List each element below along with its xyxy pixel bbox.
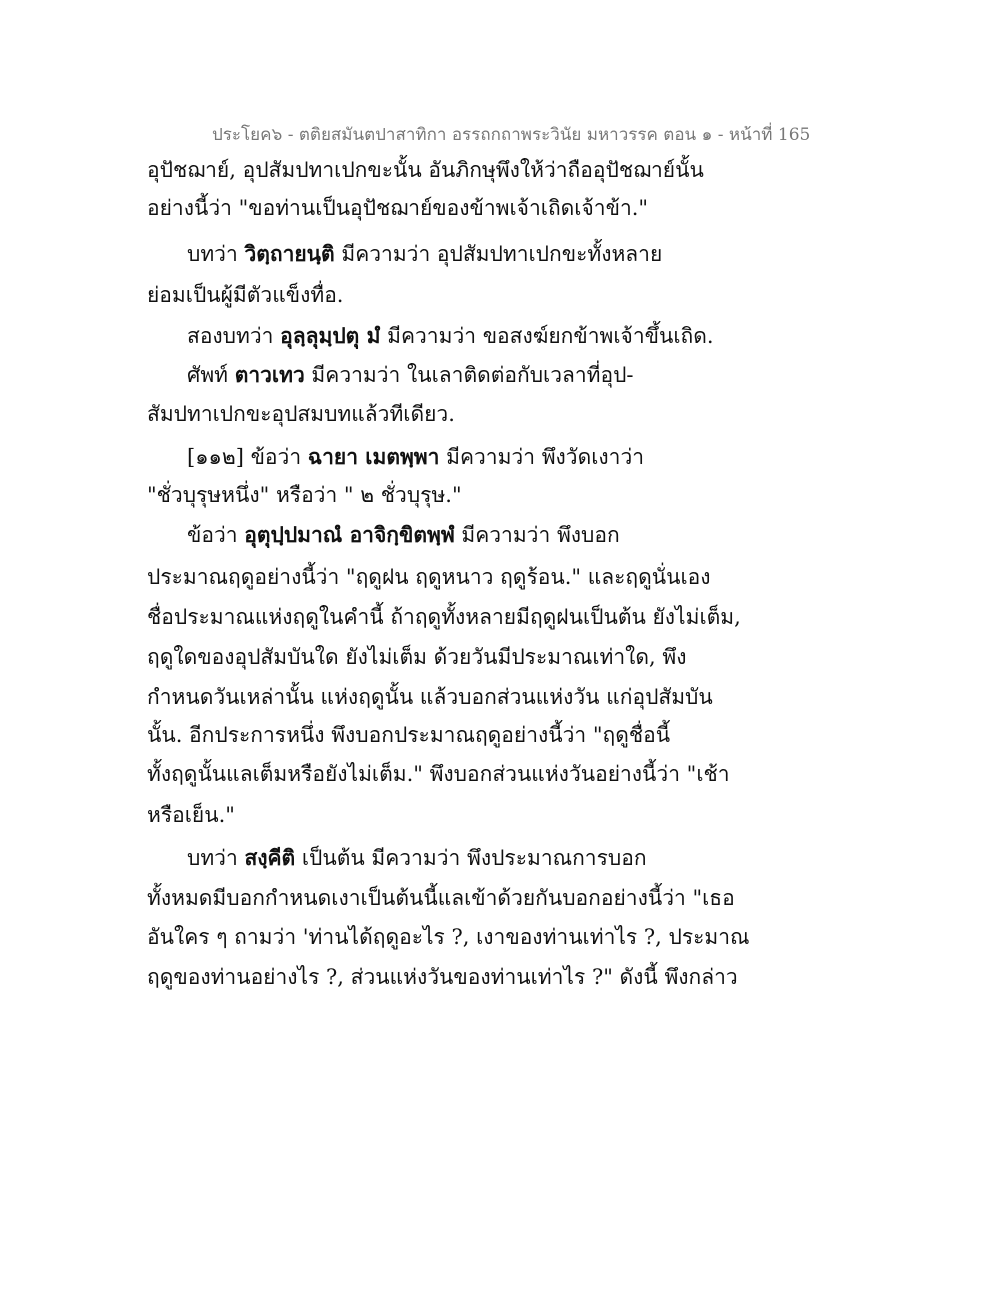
text-line — [147, 803, 235, 828]
page-header: ประโยค๖ - ตติยสมันตปาสาทิกา อรรถกถาพระวินัย มหาวรรค ตอน ๑ - หน้าที่ 165 — [212, 125, 811, 145]
text-segment: [๑๑๒] ข้อว่า — [187, 445, 308, 469]
text-line — [187, 444, 644, 470]
text-line — [147, 762, 730, 787]
text-line — [187, 362, 634, 388]
text-segment: บทว่า — [187, 846, 245, 870]
text-line — [147, 483, 462, 508]
text-line — [147, 965, 738, 990]
text-segment: สัมปทาเปกขะอุปสมบทแล้วทีเดียว. — [147, 402, 455, 426]
text-line — [147, 402, 455, 427]
text-line — [147, 196, 648, 221]
text-segment: ฤดูของท่านอย่างไร ?, ส่วนแห่งวันของท่านเท่าไร ?" ดังนี้ พึงกล่าว — [147, 965, 738, 989]
text-segment: สองบทว่า — [187, 324, 281, 348]
text-segment: บทว่า — [187, 242, 245, 266]
text-segment: นั้น. อีกประการหนึ่ง พึงบอกประมาณฤดูอย่างนี้ว่า "ฤดูชื่อนี้ — [147, 723, 671, 747]
text-segment: "ชั่วบุรุษหนึ่ง" หรือว่า " ๒ ชั่วบุรุษ." — [147, 483, 462, 507]
text-segment: กำหนดวันเหล่านั้น แห่งฤดูนั้น แล้วบอกส่วนแห่งวัน แก่อุปสัมบัน — [147, 685, 713, 709]
bold-term: อุลฺลุมฺปตุ มํ — [280, 323, 381, 348]
text-line — [187, 522, 620, 548]
text-segment: หรือเย็น." — [147, 803, 235, 827]
bold-term: อุตุปฺปมาณํ อาจิกฺขิตพฺพํ — [244, 522, 455, 547]
text-segment: ฤดูใดของอุปสัมบันใด ยังไม่เต็ม ด้วยวันมีประมาณเท่าใด, พึง — [147, 645, 687, 669]
text-segment: มีความว่า ขอสงฆ์ยกข้าพเจ้าขึ้นเถิด. — [380, 324, 714, 348]
text-line — [147, 283, 343, 308]
text-line — [147, 925, 750, 950]
text-segment: เป็นต้น มีความว่า พึงประมาณการบอก — [295, 846, 647, 870]
text-segment: ประมาณฤดูอย่างนี้ว่า "ฤดูฝน ฤดูหนาว ฤดูร้อน." และฤดูนั่นเอง — [147, 565, 711, 589]
text-line — [147, 158, 704, 183]
bold-term: วิตฺถายนฺติ — [244, 241, 335, 266]
text-line — [187, 241, 662, 267]
bold-term: สงฺคีติ — [244, 845, 296, 870]
text-segment: ข้อว่า — [187, 523, 245, 547]
text-segment: มีความว่า อุปสัมปทาเปกขะทั้งหลาย — [334, 242, 663, 266]
bold-term: ตาวเทว — [234, 362, 305, 387]
text-segment: ชื่อประมาณแห่งฤดูในคำนี้ ถ้าฤดูทั้งหลายมีฤดูฝนเป็นต้น ยังไม่เต็ม, — [147, 605, 741, 629]
text-line — [147, 685, 713, 710]
text-segment: อุปัชฌาย์, อุปสัมปทาเปกขะนั้น อันภิกษุพึงให้ว่าถืออุปัชฌาย์นั้น — [147, 158, 704, 182]
text-line — [147, 723, 670, 748]
text-line — [147, 565, 711, 590]
text-segment: อย่างนี้ว่า "ขอท่านเป็นอุปัชฌาย์ของข้าพเจ้าเถิดเจ้าข้า." — [147, 196, 649, 220]
text-segment: อันใคร ๆ ถามว่า 'ท่านได้ฤดูอะไร ?, เงาของท่านเท่าไร ?, ประมาณ — [147, 925, 750, 949]
bold-term: ฉายา เมตพฺพา — [307, 444, 440, 469]
text-segment: ย่อมเป็นผู้มีตัวแข็งทื่อ. — [147, 283, 344, 307]
text-line — [187, 323, 714, 349]
text-segment: ทั้งหมดมีบอกกำหนดเงาเป็นต้นนี้แลเข้าด้วยกันบอกอย่างนี้ว่า "เธอ — [147, 886, 735, 910]
text-segment: ศัพท์ — [187, 363, 235, 387]
text-segment: มีความว่า พึงวัดเงาว่า — [439, 445, 645, 469]
text-segment: ทั้งฤดูนั้นแลเต็มหรือยังไม่เต็ม." พึงบอกส่วนแห่งวันอย่างนี้ว่า "เช้า — [147, 762, 730, 786]
text-line — [147, 886, 735, 911]
text-segment: มีความว่า พึงบอก — [454, 523, 620, 547]
text-line — [147, 645, 687, 670]
text-line — [147, 605, 741, 630]
text-line — [187, 845, 647, 871]
text-segment: มีความว่า ในเลาติดต่อกับเวลาที่อุป- — [304, 363, 634, 387]
